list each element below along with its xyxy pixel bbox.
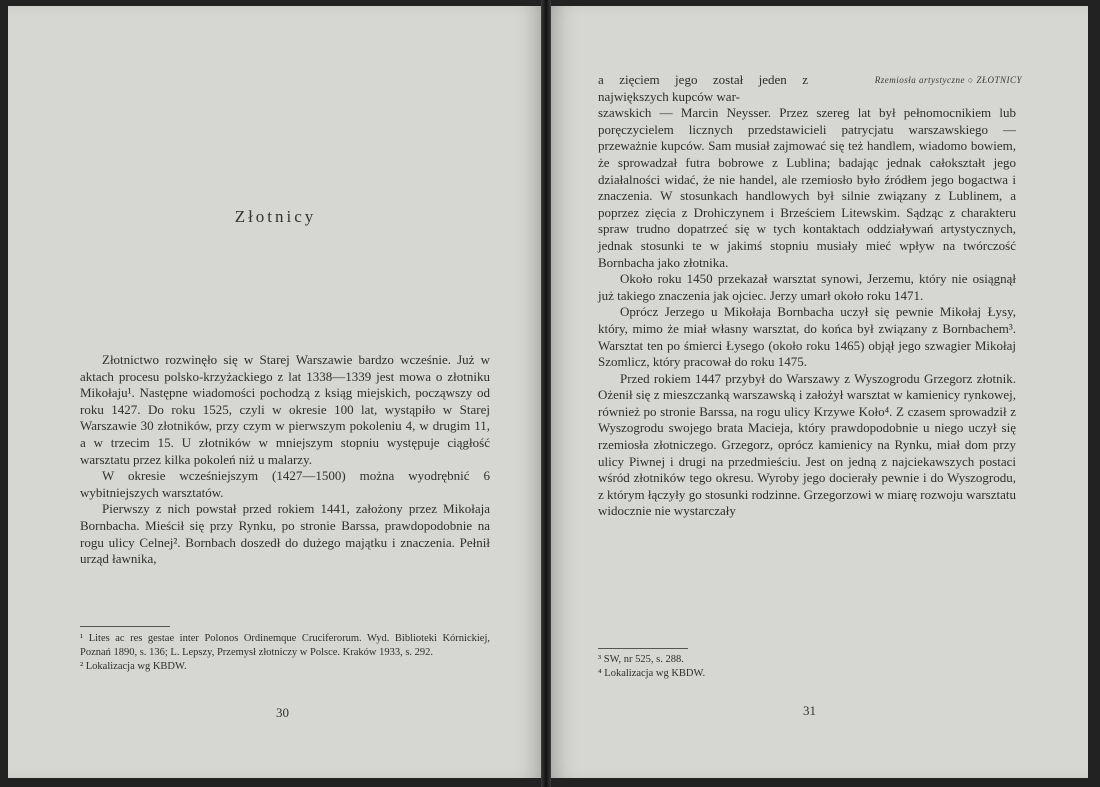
right-footnote-rule [598,648,688,649]
footnote: ¹ Lites ac res gestae inter Polonos Ordinemque Cruciferorum. Wyd. Biblioteki Kórnickiej, Poznań 1890, s. 136; L. Lepszy, Przemysł złotniczy w Polsce. Kraków 1933, s. 292. [80,633,490,658]
left-footnote-rule [80,626,170,627]
right-paragraph: Około roku 1450 przekazał warsztat synowi, Jerzemu, który nie osiągnął już takiego znaczenia jak ojciec. Jerzy umarł około roku 1471. [598,271,1016,303]
left-footnotes [80,632,490,674]
left-paragraph: W okresie wcześniejszym (1427—1500) można wyodrębnić 6 wybitniejszych warsztatów. [80,468,490,500]
right-paragraph: Oprócz Jerzego u Mikołaja Bornbacha uczył się pewnie Mikołaj Łysy, który, mimo że miał własny warsztat, do końca był związany z Bornbachem³. Warsztat ten po śmierci Łysego (około roku 1465) objął jego szwagier Mikołaj Szomlicz, który pracował do roku 1475. [598,304,1016,370]
right-body-text [598,72,1016,520]
left-paragraph: Złotnictwo rozwinęło się w Starej Warszawie bardzo wcześnie. Już w aktach procesu polsko-krzyżackiego z lat 1338—1339 jest mowa o złotniku Mikołaju¹. Następne wiadomości pochodzą z ksiąg miejskich, począwszy od roku 1427. Do roku 1525, czyli w okresie 100 lat, wystąpiło w Starej Warszawie 30 złotników, przy czym w pierwszym pokoleniu 4, w drugim 11, a w trzecim 15. U złotników w mniejszym stopniu występuje ciągłość warsztatu przez kilka pokoleń niż u malarzy. [80,352,490,467]
chapter-title: Złotnicy [234,207,317,226]
footnote: ³ SW, nr 525, s. 288. [598,654,684,665]
footnote: ⁴ Lokalizacja wg KBDW. [598,668,706,679]
right-first-lines: a zięciem jego został jeden z największych kupców war- [598,72,808,104]
right-footnotes [598,653,1016,681]
right-paragraph: Przed rokiem 1447 przybył do Warszawy z Wyszogrodu Grzegorz złotnik. Ożenił się z mieszczanką warszawską i założył warsztat w kamienicy rynkowej, również po stronie Barssa, na rogu ulicy Krzywe Koło⁴. Z czasem sprowadził z Wyszogrodu swojego brata Macieja, który prawdopodobnie u niego uczył się rzemiosła złotniczego. Grzegorz, oprócz kamienicy na Rynku, miał dom przy ulicy Piwnej i drugi na przedmieściu. Jest on jedną z najciekawszych postaci wśród złotników tego okresu. Wyroby jego docierały pewnie i do Wyszogrodu, z którym łączyły go stosunki rodzinne. Grzegorzowi w miarę rozwoju warsztatu widocznie nie wystarczały [598,370,1016,519]
left-body-text [80,352,490,568]
book-gutter [541,0,551,787]
page-number-right: 31 [803,703,816,718]
right-paragraph: szawskich — Marcin Neysser. Przez szereg lat był pełnomocnikiem lub poręczycielem licznych przedstawicieli patrycjatu warszawskiego — przeważnie kupców. Sam musiał zajmować się też handlem, wiadomo bowiem, że sprowadzał futra bobrowe z Lublina; badając jednak całokształt jego działalności widać, że nie handel, ale rzemiosło było źródłem jego bogactwa i znaczenia. W stosunkach handlowych był silnie związany z Lublinem, a poprzez zięcia z Drohiczynem i Brześciem Litewskim. Sądząc z charakteru spraw trudno dopatrzeć się w tych kontaktach oddziaływań artystycznych, jednak stosunki te w jakimś stopniu musiały mieć wpływ na twórczość Bornbacha jako złotnika. [598,105,1016,270]
running-header: Rzemiosła artystyczne ○ ZŁOTNICY [874,75,1022,85]
left-paragraph: Pierwszy z nich powstał przed rokiem 1441, założony przez Mikołaja Bornbacha. Mieścił się przy Rynku, po stronie Barssa, prawdopodobnie na rogu ulicy Celnej². Bornbach doszedł do dużego majątku i znaczenia. Pełnił urząd ławnika, [80,501,490,567]
page-number-left: 30 [276,705,289,720]
footnote: ² Lokalizacja wg KBDW. [80,661,187,672]
